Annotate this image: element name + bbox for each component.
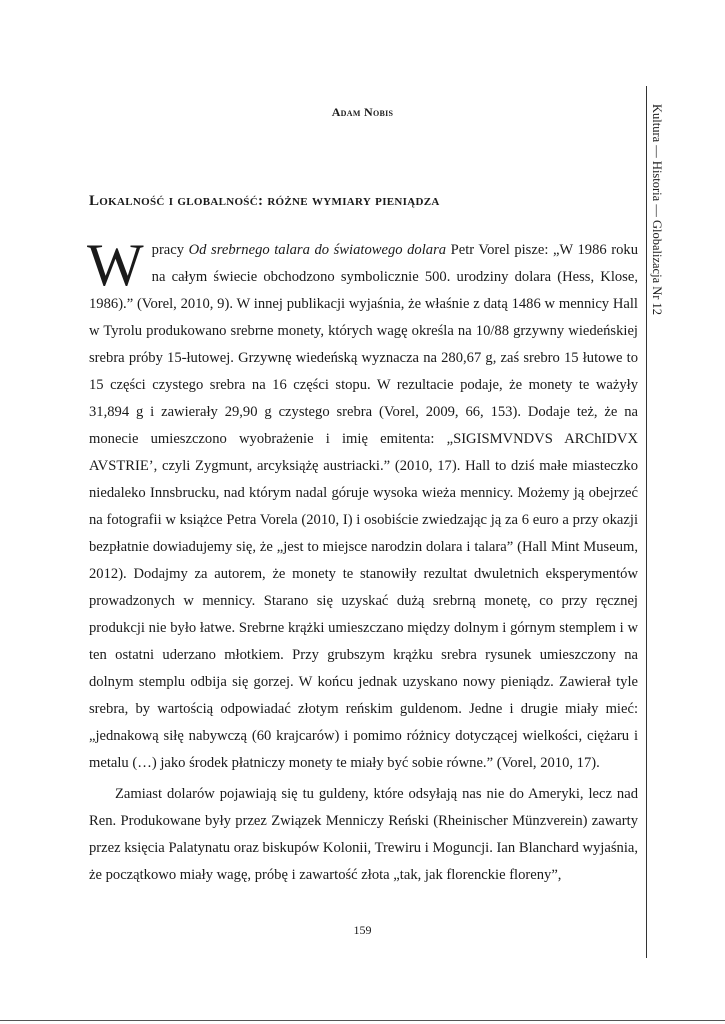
drop-cap: W	[87, 232, 144, 298]
article-body	[87, 232, 638, 889]
p1-text-b: Petr Vorel pisze: „W 1986 roku na całym świecie obchodzono symbolicznie 500. urodziny dolara (Hess, Klose, 1986).” (Vorel, 2010, 9). W innej publikacji wyjaśnia, że właśnie z datą 1486 w mennicy Hall w Tyrolu produkowano srebrne monety, których wagę określa na 10/88 grzywny wiedeńskiej srebra próby 15-łutowej. Grzywnę wiedeńską wyznacza na 280,67 g, zaś srebro 15 łutowe to 15 części czystego srebra na 16 części stopu. W rezultacie podaje, że monety te ważyły 31,894 g i zawierały 29,90 g czystego srebra (Vorel, 2009, 66, 153). Dodaje też, że na monecie umieszczono wyobrażenie i imię emitenta: „SIGISMVNDVS ARChIDVX AVSTRIE’, czyli Zygmunt, arcyksiążę austriacki.” (2010, 17). Hall to dziś małe miasteczko niedaleko Innsbrucku, nad którym nadal góruje wysoka wieża mennicy. Możemy ją obejrzeć na fotografii w książce Petra Vorela (2010, I) i osobiście zwiedzając ją za 6 euro a przy okazji bezpłatnie dowiadujemy się, że „jest to miejsce narodzin dolara i talara” (Hall Mint Museum, 2012). Dodajmy za autorem, że monety te stanowiły rezultat dwuletnich eksperymentów prowadzonych w mennicy. Starano się uzyskać dużą srebrną monetę, co przy ręcznej produkcji nie było łatwe. Srebrne krążki umieszczano między dolnym i górnym stemplem i w ten ostatni uderzano młotkiem. Przy grubszym krążku srebra rysunek umieszczony na dolnym stemplu odbija się gorzej. W końcu jednak uzyskano nowy pieniądz. Zawierał tyle srebra, by wartością odpowiadać złotym reńskim guldenom. Jedne i drugie miały mieć: „jednakową siłę nabywczą (60 krajcarów) i pomimo różnicy dotyczącej wielkości, ciężaru i metalu (…) jako środek płatniczy monety te miały być sobie równe.” (Vorel, 2010, 17).	[89, 242, 638, 771]
book-title: Od srebrnego talara do światowego dolara	[188, 242, 447, 258]
article-title: Lokalność i globalność: różne wymiary pieniądza	[89, 193, 440, 209]
p1-text-a: pracy	[151, 242, 189, 258]
running-header-text: Kultura — Historia — Globalizacja Nr 12	[650, 104, 664, 316]
page-number: 159	[353, 923, 372, 937]
paragraph-1	[87, 232, 638, 777]
bottom-rule	[0, 1020, 725, 1021]
author-name: Adam Nobis	[331, 105, 394, 119]
paragraph-2: Zamiast dolarów pojawiają się tu guldeny, które odsyłają nas nie do Ameryki, lecz nad Ren. Produkowane były przez Związek Menniczy Reński (Rheinischer Münzverein) zawarty przez księcia Palatynatu oraz biskupów Kolonii, Trewiru i Moguncji. Ian Blanchard wyjaśnia, że początkowo miały wagę, próbę i zawartość złota „tak, jak florenckie floreny”,	[89, 786, 638, 883]
running-header	[646, 104, 666, 324]
